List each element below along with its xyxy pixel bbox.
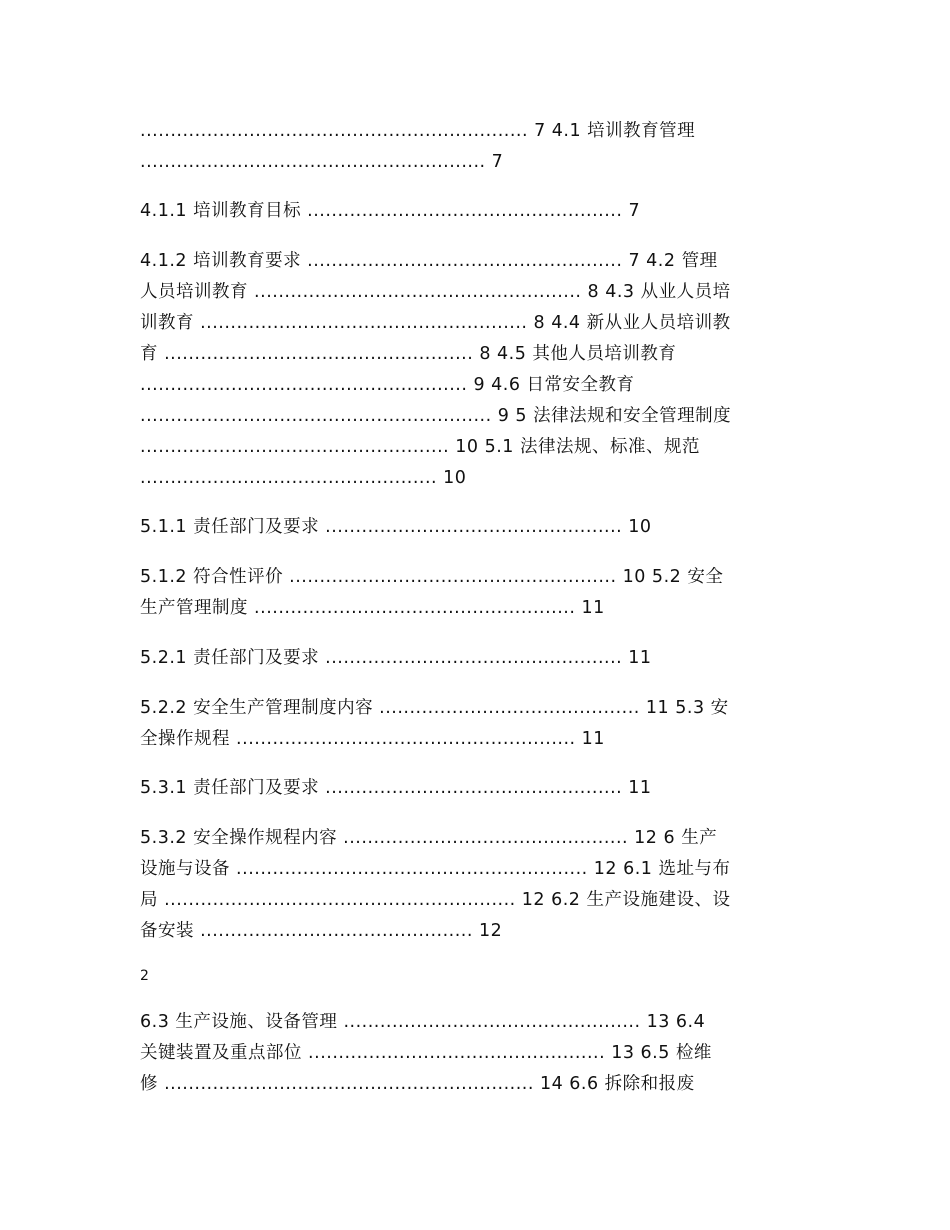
toc-line: 6.3 生产设施、设备管理 ................................................. 13 6.4 <box>140 1012 706 1032</box>
toc-line: 育 ................................................... 8 4.5 其他人员培训教育 <box>140 344 677 364</box>
toc-line: 5.3.1 责任部门及要求 ................................................. 11 <box>140 778 652 798</box>
toc-paragraph <box>140 643 830 674</box>
toc-paragraph <box>140 512 830 543</box>
toc-line: 训教育 ...................................................... 8 4.4 新从业人员培训教 <box>140 313 731 333</box>
toc-line: 人员培训教育 ...................................................... 8 4.3 从业人员培 <box>140 282 731 302</box>
toc-paragraph <box>140 1007 830 1100</box>
toc-paragraph <box>140 562 830 624</box>
toc-paragraph <box>140 773 830 804</box>
toc-line: .......................................................... 9 5 法律法规和安全管理制度 <box>140 406 732 426</box>
toc-line: 5.1.1 责任部门及要求 ................................................. 10 <box>140 517 652 537</box>
toc-paragraph <box>140 823 830 947</box>
toc-line: ................................................... 10 5.1 法律法规、标准、规范 <box>140 437 700 457</box>
toc-line: 4.1.1 培训教育目标 .................................................... 7 <box>140 201 641 221</box>
toc-line: 局 .......................................................... 12 6.2 生产设施建设、设 <box>140 890 731 910</box>
toc-line: 备安装 ............................................. 12 <box>140 921 503 941</box>
toc-paragraph <box>140 196 830 227</box>
toc-line: ................................................................ 7 4.1 培训教育管理 <box>140 121 696 141</box>
toc-line: 生产管理制度 ..................................................... 11 <box>140 598 605 618</box>
toc-paragraph <box>140 246 830 494</box>
page-number: 2 <box>140 968 149 984</box>
toc-line: 5.1.2 符合性评价 ...................................................... 10 5.2 安全 <box>140 567 724 587</box>
toc-paragraph <box>140 116 830 178</box>
toc-line: 关键装置及重点部位 ................................................. 13 6.5 检维 <box>140 1043 712 1063</box>
toc-line: 5.2.2 安全生产管理制度内容 ........................................... 11 5.3 安 <box>140 698 729 718</box>
toc-line: 4.1.2 培训教育要求 .................................................... 7 4.2 管理 <box>140 251 718 271</box>
toc-line: ......................................................... 7 <box>140 152 504 172</box>
toc-line: 全操作规程 ........................................................ 11 <box>140 729 605 749</box>
toc-line: 5.2.1 责任部门及要求 ................................................. 11 <box>140 648 652 668</box>
toc-paragraph <box>140 693 830 755</box>
toc-line: 修 ............................................................. 14 6.6 拆除和报废 <box>140 1074 695 1094</box>
toc-line: ................................................. 10 <box>140 468 467 488</box>
toc-line: 设施与设备 .......................................................... 12 6.1 选址与布 <box>140 859 731 879</box>
toc-line: ...................................................... 9 4.6 日常安全教育 <box>140 375 635 395</box>
toc-line: 5.3.2 安全操作规程内容 ............................................... 12 6 生产 <box>140 828 718 848</box>
